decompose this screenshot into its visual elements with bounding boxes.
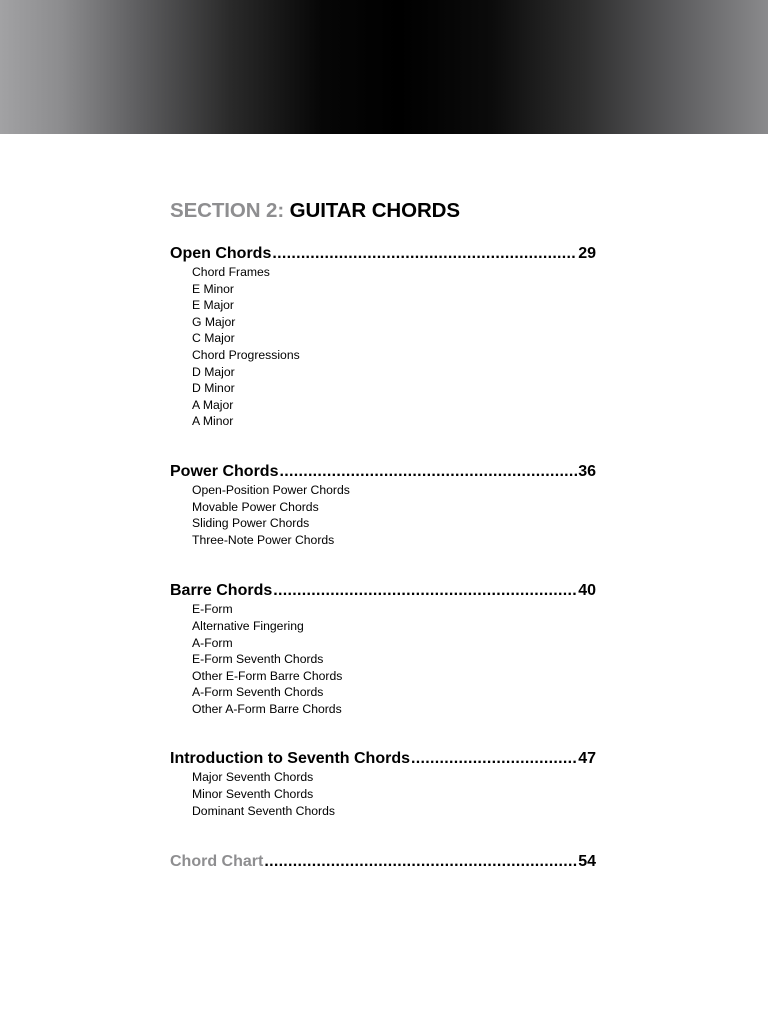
toc-subentry: Minor Seventh Chords [192,787,314,802]
toc-entry-title: Barre Chords [170,582,273,600]
toc-subentries [170,769,596,819]
section-prefix: SECTION 2: [170,199,285,222]
toc-subentry: E-Form [192,602,233,617]
toc-entry-page: 40 [578,582,596,600]
toc-entry-heading[interactable] [170,581,596,601]
dot-leader [279,462,577,482]
toc-subentry: Three-Note Power Chords [192,532,335,547]
toc-entry-seventh-chords [170,749,596,819]
toc-entry-chord-chart [170,852,596,872]
toc-entry-heading[interactable] [170,462,596,482]
toc-entry-title: Chord Chart [170,853,264,871]
toc-entry-power-chords [170,462,596,548]
toc-subentry: E Major [192,298,234,313]
toc-entry-page: 54 [578,853,596,871]
dot-leader [272,244,577,264]
toc-subentry: A-Form Seventh Chords [192,685,324,700]
dot-leader [411,749,577,769]
toc-subentry: G Major [192,314,236,329]
toc-entry-page: 47 [578,750,596,768]
toc-subentries [170,482,596,548]
section-name: GUITAR CHORDS [289,199,460,222]
toc-subentry: Open-Position Power Chords [192,482,350,497]
toc-entry-barre-chords [170,581,596,717]
toc-subentry: C Major [192,331,235,346]
dot-leader [273,581,577,601]
toc-subentry: Movable Power Chords [192,499,319,514]
toc-subentries [170,601,596,717]
toc-entry-heading[interactable] [170,244,596,264]
toc-entry-title: Power Chords [170,462,279,480]
toc-subentry: Chord Frames [192,265,270,279]
header-banner [0,0,768,134]
toc-subentries [170,264,596,430]
toc-subentry: Chord Progressions [192,347,300,362]
table-of-contents [170,244,596,872]
toc-subentry: E Minor [192,281,234,296]
toc-subentry: A-Form [192,635,233,650]
toc-subentry: D Major [192,364,235,379]
toc-subentry: E-Form Seventh Chords [192,652,324,667]
toc-subentry: Sliding Power Chords [192,516,310,531]
toc-entry-title: Introduction to Seventh Chords [170,750,410,768]
toc-entry-page: 36 [578,462,596,480]
toc-entry-heading[interactable] [170,852,596,872]
toc-subentry: A Minor [192,414,234,429]
toc-entry-heading[interactable] [170,749,596,769]
toc-subentry: A Major [192,397,234,412]
toc-subentry: Major Seventh Chords [192,770,314,785]
toc-subentry: D Minor [192,381,235,396]
dot-leader [264,852,577,872]
toc-subentry: Other A-Form Barre Chords [192,701,342,716]
toc-subentry: Alternative Fingering [192,618,304,633]
toc-subentry: Other E-Form Barre Chords [192,668,343,683]
toc-entry-page: 29 [578,245,596,262]
toc-page [170,196,596,872]
section-title [170,196,596,226]
toc-entry-title: Open Chords [170,245,272,262]
toc-subentry: Dominant Seventh Chords [192,803,335,818]
toc-entry-open-chords [170,244,596,430]
